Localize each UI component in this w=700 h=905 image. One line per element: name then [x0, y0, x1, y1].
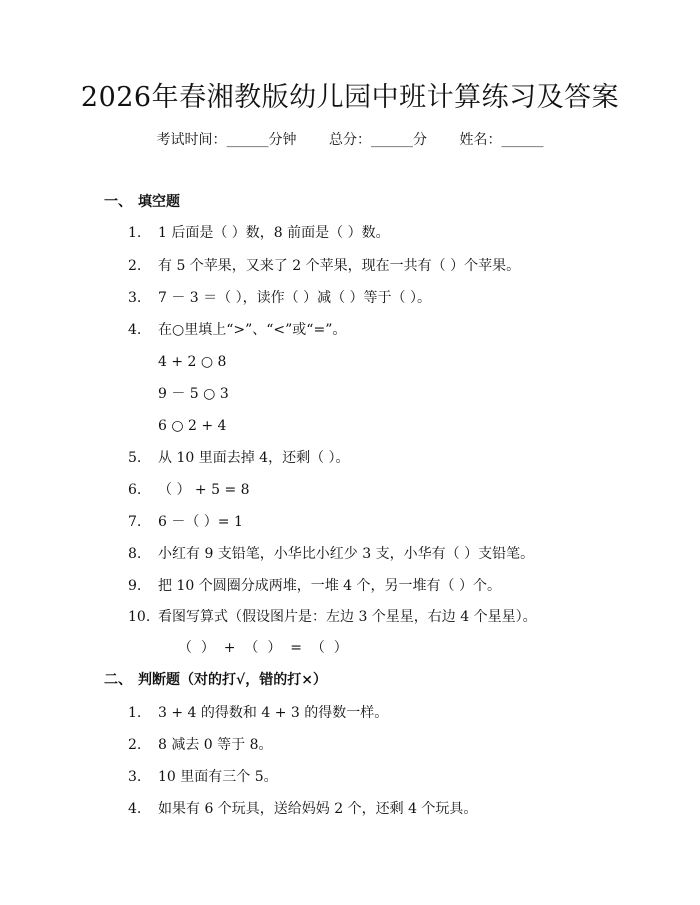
- question-text: 小红有 9 支铅笔，小华比小红少 3 支，小华有（ ）支铅笔。: [158, 546, 535, 562]
- question-number: 9.: [128, 578, 142, 594]
- comparison-expression: 9 － 5 ○ 3: [158, 386, 229, 402]
- answer-formula: （ ） + （ ） = （ ）: [178, 640, 348, 656]
- question-number: 1.: [128, 225, 142, 241]
- question-item: [128, 544, 534, 564]
- question-item: [128, 767, 278, 787]
- question-text: 把 10 个圆圈分成两堆，一堆 4 个，另一堆有（ ）个。: [158, 578, 501, 594]
- question-item: [128, 703, 388, 723]
- question-item: [128, 256, 520, 276]
- exam-time-field: 考试时间：______分钟: [156, 132, 297, 148]
- question-item: [128, 607, 537, 627]
- question-item: [128, 576, 501, 596]
- question-number: 2.: [128, 258, 142, 274]
- question-text: 10 里面有三个 5。: [158, 769, 278, 785]
- section-heading-true-false: [104, 670, 327, 690]
- question-text: （ ） + 5 = 8: [158, 482, 250, 498]
- section-number: 一、: [104, 194, 132, 210]
- question-text: 看图写算式（假设图片是：左边 3 个星星，右边 4 个星星）。: [158, 609, 537, 625]
- question-number: 6.: [128, 482, 142, 498]
- comparison-expression: 6 ○ 2 + 4: [158, 418, 227, 434]
- question-item: [128, 799, 477, 819]
- question-number: 5.: [128, 450, 142, 466]
- question-number: 3.: [128, 290, 142, 306]
- question-number: 2.: [128, 737, 142, 753]
- question-number: 4.: [128, 322, 142, 338]
- question-item: [128, 320, 346, 340]
- question-number: 3.: [128, 769, 142, 785]
- section-number: 二、: [104, 672, 132, 688]
- question-number: 10.: [128, 609, 151, 625]
- question-text: 有 5 个苹果，又来了 2 个苹果，现在一共有（ ）个苹果。: [158, 258, 521, 274]
- question-text: 1 后面是（ ）数，8 前面是（ ）数。: [158, 225, 390, 241]
- question-number: 7.: [128, 514, 142, 530]
- question-text: 7 － 3 ＝（ ），读作（ ）减（ ）等于（ ）。: [158, 290, 431, 306]
- question-item: [128, 223, 390, 243]
- question-text: 如果有 6 个玩具，送给妈妈 2 个，还剩 4 个玩具。: [158, 801, 478, 817]
- question-item: [128, 448, 350, 468]
- question-item: [128, 480, 250, 500]
- question-number: 4.: [128, 801, 142, 817]
- question-text: 在○里填上“>”、“<”或“=”。: [158, 322, 347, 338]
- section-title: 判断题（对的打√，错的打×）: [138, 672, 327, 688]
- total-score-field: 总分：______分: [329, 132, 427, 148]
- question-item: [128, 512, 243, 532]
- question-text: 3 + 4 的得数和 4 + 3 的得数一样。: [158, 705, 389, 721]
- question-number: 8.: [128, 546, 142, 562]
- page-title: 2026年春湘教版幼儿园中班计算练习及答案: [80, 82, 620, 113]
- exam-info: [0, 130, 700, 150]
- section-title: 填空题: [138, 194, 180, 210]
- question-item: [128, 735, 273, 755]
- question-text: 8 减去 0 等于 8。: [158, 737, 273, 753]
- question-item: [128, 288, 431, 308]
- question-number: 1.: [128, 705, 142, 721]
- comparison-expression: 4 + 2 ○ 8: [158, 354, 227, 370]
- question-text: 从 10 里面去掉 4，还剩（ ）。: [158, 450, 350, 466]
- question-text: 6 －（ ）= 1: [158, 514, 243, 530]
- student-name-field: 姓名：______: [459, 132, 544, 148]
- section-heading-fill-blank: [104, 192, 180, 212]
